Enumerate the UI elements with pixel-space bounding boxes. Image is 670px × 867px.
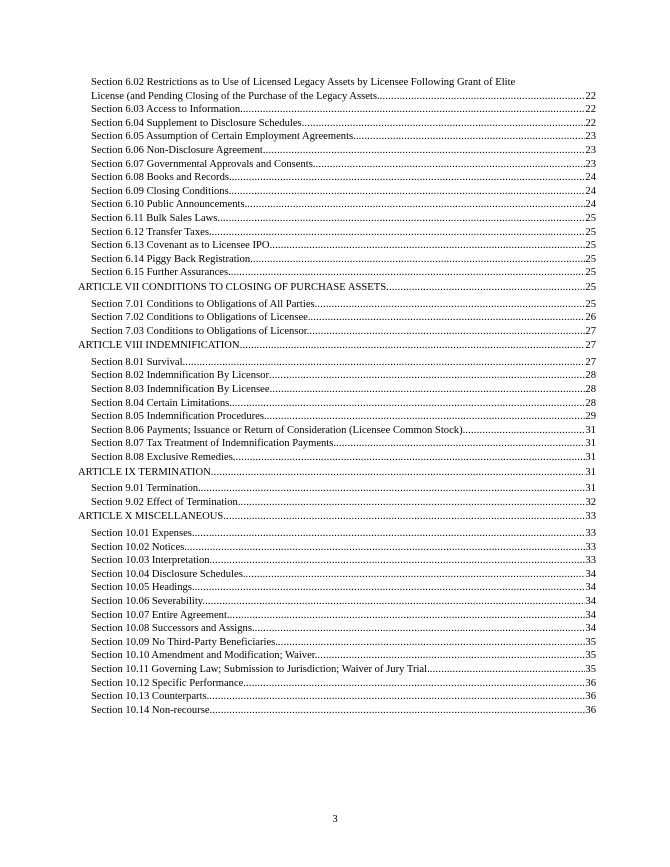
toc-section-entry[interactable]: [91, 663, 596, 677]
toc-page-number: 33: [585, 528, 596, 539]
dot-leader: [205, 595, 585, 609]
toc-entry-title: Section 6.03 Access to Information.: [91, 104, 243, 116]
toc-page-number: 23: [585, 158, 596, 170]
toc-page-number: 34: [585, 582, 596, 594]
toc-entry-title: Section 10.04 Disclosure Schedules.: [91, 568, 246, 580]
toc-page-number: 34: [585, 609, 596, 621]
toc-entry-title: ARTICLE X MISCELLANEOUS: [78, 511, 224, 523]
toc-entry-title: Section 10.05 Headings.: [91, 582, 195, 594]
toc-article-entry[interactable]: [78, 339, 596, 353]
toc-section-entry[interactable]: [91, 554, 596, 568]
dot-leader: [212, 226, 586, 240]
toc-entry-title: Section 9.01 Termination.: [91, 483, 201, 495]
toc-entry-title: Section 6.15 Further Assurances.: [91, 267, 231, 279]
toc-page-number: 35: [585, 663, 596, 675]
toc-section-entry-multiline[interactable]: [91, 76, 596, 103]
toc-section-entry[interactable]: [91, 144, 596, 158]
dot-leader: [230, 609, 586, 623]
dot-leader: [232, 397, 585, 411]
toc-entry-title: Section 6.11 Bulk Sales Laws.: [91, 212, 221, 224]
toc-entry-title: Section 6.04 Supplement to Disclosure Schedules.: [91, 117, 305, 129]
dot-leader: [241, 496, 586, 510]
toc-entry-title: Section 10.08 Successors and Assigns.: [91, 623, 255, 635]
toc-entry-title: ARTICLE VIII INDEMNIFICATION: [78, 340, 240, 352]
toc-entry-title: Section 6.08 Books and Records.: [91, 172, 232, 184]
toc-section-entry[interactable]: [91, 171, 596, 185]
toc-entry-title: Section 10.10 Amendment and Modification; Waiver.: [91, 650, 318, 662]
toc-entry-title: Section 10.07 Entire Agreement.: [91, 609, 230, 621]
dot-leader: [356, 130, 586, 144]
dot-leader: [386, 281, 585, 295]
dot-leader: [317, 649, 585, 663]
toc-entry-title: Section 7.02 Conditions to Obligations of Licensee.: [91, 312, 311, 324]
dot-leader: [212, 704, 585, 718]
toc-entry-title: Section 8.02 Indemnification By Licensor: [91, 370, 269, 382]
toc-page-number: 27: [585, 325, 596, 337]
dot-leader: [380, 90, 586, 104]
toc-section-entry[interactable]: [91, 496, 596, 510]
dot-leader: [195, 581, 586, 595]
toc-page-number: 22: [585, 104, 596, 116]
toc-entry-title: Section 6.06 Non-Disclosure Agreement: [91, 144, 263, 156]
dot-leader: [246, 677, 585, 691]
toc-page-number: 24: [585, 172, 596, 184]
dot-leader: [211, 466, 586, 480]
dot-leader: [304, 117, 585, 131]
toc-entry-title: Section 6.07 Governmental Approvals and Consents.: [91, 158, 316, 170]
toc-page-number: 22: [585, 117, 596, 129]
toc-page-number: 34: [585, 595, 596, 607]
toc-page-number: 25: [585, 212, 596, 224]
toc-page-number: 27: [585, 340, 596, 352]
dot-leader: [430, 663, 586, 677]
toc-entry-title: Section 10.11 Governing Law; Submission to Jurisdiction; Waiver of Jury Trial.: [91, 663, 430, 675]
toc-entry-title: Section 8.03 Indemnification By Licensee: [91, 384, 270, 396]
toc-section-entry[interactable]: [91, 424, 596, 438]
dot-leader: [255, 622, 586, 636]
toc-page-number: 25: [585, 267, 596, 279]
toc-page-number: 31: [585, 438, 596, 450]
dot-leader: [245, 568, 585, 582]
toc-page-number: 31: [585, 424, 596, 436]
page-number: 3: [332, 814, 338, 825]
toc-section-entry[interactable]: [91, 704, 596, 718]
toc-page-number: 33: [585, 541, 596, 553]
toc-section-entry[interactable]: [91, 690, 596, 704]
dot-leader: [317, 298, 585, 312]
toc-entry-title: Section 10.06 Severability.: [91, 595, 206, 607]
toc-article-entry[interactable]: [78, 510, 596, 524]
dot-leader: [220, 212, 585, 226]
toc-page-number: 27: [585, 356, 596, 368]
toc-page-number: 29: [585, 411, 596, 423]
toc-section-entry[interactable]: [91, 622, 596, 636]
toc-section-entry[interactable]: [91, 185, 596, 199]
toc-section-entry[interactable]: [91, 325, 596, 339]
toc-entry-title: ARTICLE VII CONDITIONS TO CLOSING OF PURCHASE ASSETS: [78, 281, 387, 293]
toc-article-entry[interactable]: [78, 466, 596, 480]
toc-section-entry[interactable]: [91, 527, 596, 541]
toc-page-number: 23: [585, 131, 596, 143]
toc-entry-title: Section 6.10 Public Announcements.: [91, 199, 248, 211]
toc-page-number: 26: [585, 312, 596, 324]
toc-section-entry[interactable]: [91, 568, 596, 582]
toc-page-number: 36: [585, 704, 596, 716]
toc-section-entry[interactable]: [91, 130, 596, 144]
toc-section-entry[interactable]: [91, 677, 596, 691]
toc-page-number: 33: [585, 511, 596, 523]
toc-entry-title: Section 10.03 Interpretation.: [91, 555, 213, 567]
toc-entry-title: Section 8.01 Survival.: [91, 356, 186, 368]
toc-section-entry[interactable]: [91, 356, 596, 370]
toc-page-number: 34: [585, 623, 596, 635]
dot-leader: [309, 325, 585, 339]
toc-section-entry[interactable]: [91, 158, 596, 172]
toc-page-number: 22: [585, 90, 596, 102]
dot-leader: [272, 239, 585, 253]
toc-page-number: 24: [585, 199, 596, 211]
toc-section-entry[interactable]: [91, 410, 596, 424]
toc-section-entry[interactable]: [91, 103, 596, 117]
dot-leader: [247, 198, 585, 212]
toc-page-number: 25: [585, 226, 596, 238]
toc-page-number: 31: [585, 466, 596, 478]
toc-page-number: 28: [585, 397, 596, 409]
toc-section-entry[interactable]: [91, 636, 596, 650]
toc-section-entry[interactable]: [91, 541, 596, 555]
toc-entry-title: Section 7.01 Conditions to Obligations of All Parties.: [91, 298, 318, 310]
toc-entry-title: Section 10.13 Counterparts.: [91, 691, 210, 703]
toc-section-entry[interactable]: [91, 117, 596, 131]
toc-entry-title: Section 6.12 Transfer Taxes.: [91, 226, 212, 238]
dot-leader: [465, 424, 585, 438]
toc-entry-title: Section 7.03 Conditions to Obligations of Licensor.: [91, 325, 310, 337]
toc-entry-title: Section 8.07 Tax Treatment of Indemnification Payments.: [91, 438, 337, 450]
dot-leader: [311, 311, 586, 325]
toc-section-entry[interactable]: [91, 369, 596, 383]
toc-section-entry[interactable]: [91, 609, 596, 623]
toc-page-number: 35: [585, 636, 596, 648]
dot-leader: [263, 144, 586, 158]
dot-leader: [232, 171, 586, 185]
toc-page-number: 33: [585, 555, 596, 567]
dot-leader: [185, 356, 585, 370]
toc-entry-title: Section 10.02 Notices.: [91, 541, 187, 553]
dot-leader: [195, 527, 586, 541]
toc-section-entry[interactable]: [91, 383, 596, 397]
toc-page-number: 31: [585, 483, 596, 495]
toc-page-number: 36: [585, 691, 596, 703]
toc-page-number: 25: [585, 298, 596, 310]
toc-entry-title: Section 10.12 Specific Performance.: [91, 677, 247, 689]
toc-section-entry[interactable]: [91, 90, 596, 104]
toc-section-entry[interactable]: [91, 226, 596, 240]
dot-leader: [253, 253, 586, 267]
toc-article-entry[interactable]: [78, 281, 596, 295]
toc-entry-title: Section 10.01 Expenses.: [91, 528, 195, 539]
dot-leader: [187, 541, 585, 555]
toc-entry-title: Section 10.14 Non-recourse.: [91, 704, 213, 716]
dot-leader: [267, 410, 586, 424]
toc-entry-title: Section 8.04 Certain Limitations.: [91, 397, 232, 409]
dot-leader: [223, 510, 585, 524]
toc-section-entry[interactable]: [91, 253, 596, 267]
toc-page-number: 24: [585, 185, 596, 197]
toc-page-number: 23: [585, 144, 596, 156]
dot-leader: [212, 554, 585, 568]
dot-leader: [231, 266, 586, 280]
toc-page-number: 25: [585, 281, 596, 293]
toc-page-number: 35: [585, 650, 596, 662]
table-of-contents: [78, 76, 596, 717]
dot-leader: [231, 185, 585, 199]
dot-leader: [316, 158, 586, 172]
toc-section-entry[interactable]: [91, 437, 596, 451]
dot-leader: [209, 690, 585, 704]
toc-page-number: 34: [585, 568, 596, 580]
toc-entry-title-first-line: Section 6.02 Restrictions as to Use of Licensed Legacy Assets by Licensee Following Grant of Elite: [91, 77, 516, 88]
dot-leader: [235, 451, 585, 465]
dot-leader: [201, 482, 586, 496]
toc-section-entry[interactable]: [91, 266, 596, 280]
toc-entry-title: Section 8.06 Payments; Issuance or Return of Consideration (Licensee Common Stock).: [91, 424, 466, 436]
dot-leader: [269, 369, 585, 383]
dot-leader: [270, 383, 586, 397]
toc-entry-title: Section 8.08 Exclusive Remedies.: [91, 452, 236, 464]
dot-leader: [240, 339, 586, 353]
toc-section-entry[interactable]: [91, 649, 596, 663]
toc-section-entry[interactable]: [91, 451, 596, 465]
toc-section-entry[interactable]: [91, 239, 596, 253]
toc-section-entry[interactable]: [91, 581, 596, 595]
toc-page-number: 28: [585, 370, 596, 382]
dot-leader: [278, 636, 585, 650]
toc-page-number: 31: [585, 452, 596, 464]
toc-page-number: 25: [585, 240, 596, 252]
toc-entry-title: Section 6.05 Assumption of Certain Employment Agreements.: [91, 131, 356, 143]
dot-leader: [336, 437, 585, 451]
toc-entry-title: ARTICLE IX TERMINATION: [78, 466, 211, 478]
toc-entry-title: Section 6.09 Closing Conditions.: [91, 185, 232, 197]
toc-entry-title: Section 10.09 No Third-Party Beneficiaries.: [91, 636, 278, 648]
toc-section-entry[interactable]: [91, 298, 596, 312]
toc-entry-title: Section 9.02 Effect of Termination.: [91, 496, 241, 508]
toc-entry-title: Section 6.14 Piggy Back Registration.: [91, 253, 253, 265]
toc-section-entry[interactable]: [91, 595, 596, 609]
toc-entry-title: Section 8.05 Indemnification Procedures.: [91, 411, 267, 423]
toc-section-entry[interactable]: [91, 311, 596, 325]
toc-page-number: 28: [585, 384, 596, 396]
toc-page-number: 25: [585, 253, 596, 265]
toc-section-entry[interactable]: [91, 198, 596, 212]
toc-entry-title: License (and Pending Closing of the Purchase of the Legacy Assets.: [91, 90, 380, 102]
toc-page-number: 32: [585, 496, 596, 508]
dot-leader: [243, 103, 586, 117]
toc-entry-title: Section 6.13 Covenant as to Licensee IPO.: [91, 240, 273, 252]
toc-page-number: 36: [585, 677, 596, 689]
toc-section-entry[interactable]: [91, 212, 596, 226]
toc-section-entry[interactable]: [91, 482, 596, 496]
toc-section-entry[interactable]: [91, 397, 596, 411]
